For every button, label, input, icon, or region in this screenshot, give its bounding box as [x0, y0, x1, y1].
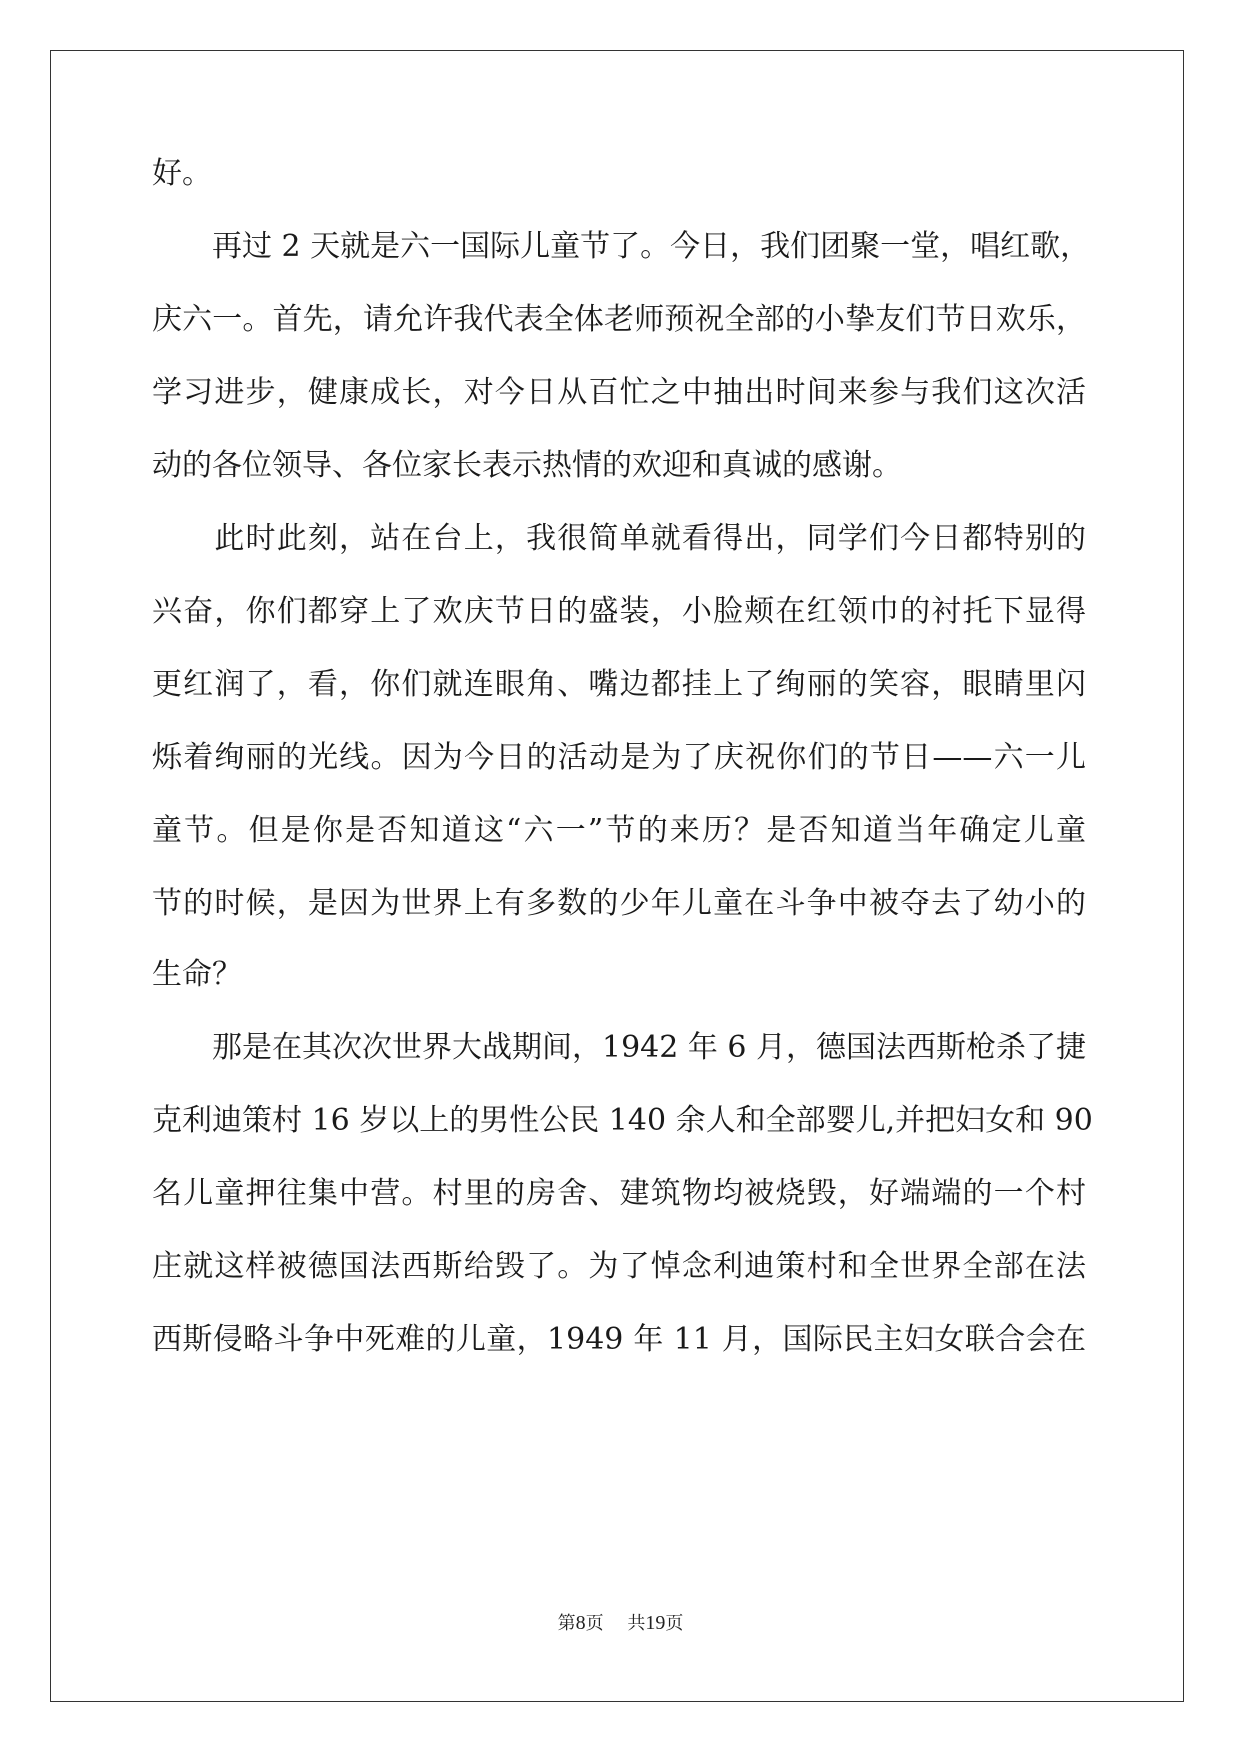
footer-prefix: 第 [557, 1613, 576, 1634]
text-line: 童节。但是你是否知道这“六一”节的来历？是否知道当年确定儿童 [152, 813, 1086, 848]
text-line: 再过 2 天就是六一国际儿童节了。今日，我们团聚一堂，唱红歌， [152, 229, 1091, 264]
text-line: 学习进步，健康成长，对今日从百忙之中抽出时间来参与我们这次活 [152, 375, 1086, 410]
text-line: 庄就这样被德国法西斯给毁了。为了悼念利迪策村和全世界全部在法 [152, 1249, 1086, 1284]
text-line: 庆六一。首先，请允许我代表全体老师预祝全部的小挚友们节日欢乐， [152, 302, 1086, 337]
total-pages: 19 [645, 1612, 666, 1634]
text-line: 克利迪策村 16 岁以上的男性公民 140 余人和全部婴儿,并把妇女和 90 [152, 1103, 1093, 1138]
text-line: 生命？ [152, 957, 242, 992]
text-line: 名儿童押往集中营。村里的房舍、建筑物均被烧毁，好端端的一个村 [152, 1176, 1086, 1211]
text-line: 动的各位领导、各位家长表示热情的欢迎和真诚的感谢。 [152, 448, 902, 483]
text-line: 那是在其次次世界大战期间，1942 年 6 月，德国法西斯枪杀了捷 [152, 1030, 1087, 1065]
page-number: 8 [575, 1612, 586, 1634]
footer-page-suffix: 页 [585, 1613, 604, 1634]
footer-total-suffix: 页 [665, 1613, 684, 1634]
text-line: 兴奋，你们都穿上了欢庆节日的盛装，小脸颊在红领巾的衬托下显得 [152, 594, 1086, 629]
page-footer [0, 1611, 1241, 1636]
text-line: 西斯侵略斗争中死难的儿童，1949 年 11 月，国际民主妇女联合会在 [152, 1322, 1086, 1357]
text-line: 烁着绚丽的光线。因为今日的活动是为了庆祝你们的节日——六一儿 [152, 740, 1086, 775]
text-line: 此时此刻，站在台上，我很简单就看得出，同学们今日都特别的 [152, 521, 1086, 556]
text-line: 节的时候，是因为世界上有多数的少年儿童在斗争中被夺去了幼小的 [152, 886, 1086, 921]
text-line: 更红润了，看，你们就连眼角、嘴边都挂上了绚丽的笑容，眼睛里闪 [152, 667, 1086, 702]
text-line: 好。 [152, 156, 212, 191]
page-border [50, 50, 1184, 1702]
footer-total-prefix: 共 [627, 1613, 646, 1634]
